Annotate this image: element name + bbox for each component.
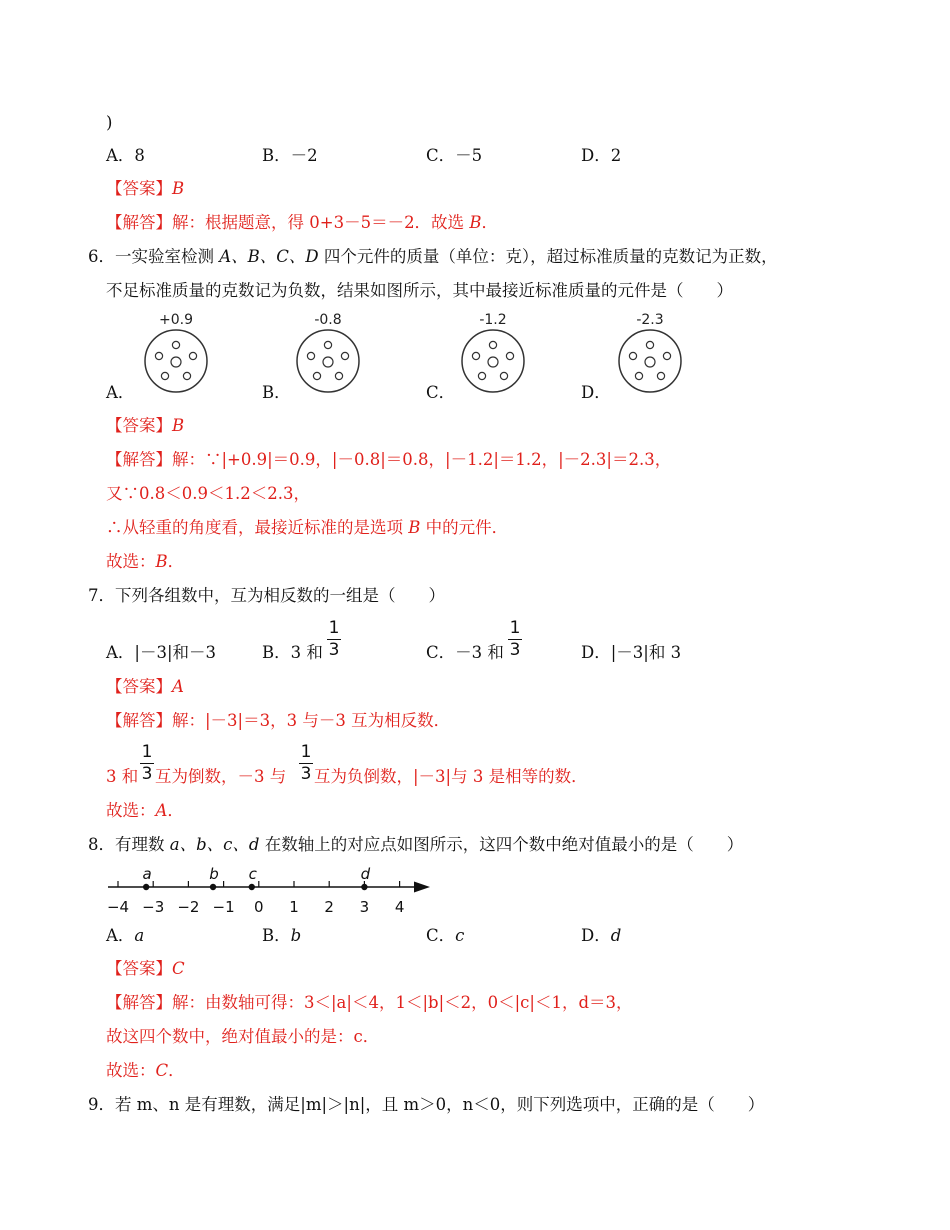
- number-line-tick-label: −3: [142, 898, 165, 916]
- q6-component-c-icon: [458, 328, 528, 394]
- number-line-point-label-d: d: [360, 865, 371, 883]
- q6-component-a-value: +0.9: [159, 312, 193, 328]
- q8-analysis-line2: 故这四个数中，绝对值最小的是：c．: [106, 1027, 380, 1046]
- q8-analysis-line3: 故选：C．: [106, 1061, 185, 1080]
- q6-component-a-icon: [141, 328, 211, 394]
- number-line-tick-label: 1: [289, 898, 299, 916]
- number-line-tick-label: 2: [324, 898, 334, 916]
- q5-option-c: C．－5: [426, 146, 483, 165]
- q8-stem: 8．有理数 a、b、c、d 在数轴上的对应点如图所示，这四个数中绝对值最小的是（ ）: [88, 835, 744, 854]
- number-line-point-label-c: c: [248, 865, 257, 883]
- number-line-point-c: [249, 884, 255, 890]
- q6-stem-line1: 6．一实验室检测 A、B、C、D 四个元件的质量（单位：克），超过标准质量的克数记为正数，: [88, 247, 778, 266]
- q9-stem: 9．若 m、n 是有理数，满足|m|＞|n|，且 m＞0，n＜0，则下列选项中，正确的是（ ）: [88, 1095, 765, 1114]
- q6-option-c: C．: [426, 383, 456, 402]
- q6-analysis-line1: 【解答】解：∵|+0.9|＝0.9，|－0.8|＝0.8，|－1.2|＝1.2，|－2.3|＝2.3，: [106, 450, 672, 469]
- q5-option-d: D．2: [581, 146, 622, 165]
- q7-analysis-line3: 故选：A．: [106, 801, 184, 820]
- q6-stem-line2: 不足标准质量的克数记为负数，结果如图所示，其中最接近标准质量的元件是（ ）: [106, 281, 733, 300]
- q7-option-b: B．3 和: [262, 643, 323, 662]
- q6-option-d: D．: [581, 383, 611, 402]
- q5-option-a: A．8: [106, 146, 145, 165]
- number-line-arrow: [414, 882, 430, 893]
- q6-option-a: A．: [106, 383, 135, 402]
- q6-answer: 【答案】B: [106, 416, 185, 435]
- q7-stem: 7．下列各组数中，互为相反数的一组是（ ）: [88, 586, 445, 605]
- q7-analysis-line2c: 互为负倒数，|－3|与 3 是相等的数．: [314, 767, 588, 786]
- q6-component-b-value: -0.8: [314, 312, 342, 328]
- q8-analysis-line1: 【解答】解：由数轴可得：3＜|a|＜4，1＜|b|＜2，0＜|c|＜1，d＝3，: [106, 993, 633, 1012]
- q6-analysis-line2: 又∵0.8＜0.9＜1.2＜2.3，: [106, 484, 310, 503]
- number-line-point-label-a: a: [142, 865, 152, 883]
- q6-analysis-line4: 故选：B．: [106, 552, 185, 571]
- q7-analysis-line2a: 3 和: [106, 767, 139, 786]
- q8-option-d: D．d: [581, 926, 622, 945]
- q7-option-b-fraction: 1 3: [328, 618, 340, 660]
- q5-answer: 【答案】B: [106, 179, 185, 198]
- q5-analysis: 【解答】解：根据题意，得 0+3－5＝－2．故选 B．: [106, 213, 498, 232]
- q6-component-b-icon: [293, 328, 363, 394]
- q8-answer: 【答案】C: [106, 959, 185, 978]
- q8-option-c: C．c: [426, 926, 465, 945]
- q6-option-b: B．: [262, 383, 291, 402]
- number-line-tick-label: −1: [212, 898, 235, 916]
- number-line-point-label-b: b: [209, 865, 219, 883]
- q7-analysis-fraction-1: 1 3: [141, 742, 153, 784]
- q7-option-d: D．|－3|和 3: [581, 643, 682, 662]
- q8-option-b: B．b: [262, 926, 302, 945]
- number-line-tick-label: −4: [106, 898, 130, 916]
- q6-component-c-value: -1.2: [479, 312, 507, 328]
- number-line-tick-label: 4: [394, 898, 405, 916]
- q6-component-d-value: -2.3: [636, 312, 664, 328]
- number-line-point-d: [361, 884, 367, 890]
- q7-analysis-line2b: 互为倒数，－3 与: [155, 767, 287, 786]
- number-line-tick-label: −2: [177, 898, 200, 916]
- q7-analysis-fraction-2: 1 3: [300, 742, 312, 784]
- q7-option-a: A．|－3|和－3: [106, 643, 217, 662]
- q6-component-d-icon: [615, 328, 685, 394]
- q5-tail: ): [106, 113, 113, 132]
- q7-analysis-line1: 【解答】解：|－3|＝3，3 与－3 互为相反数．: [106, 711, 451, 730]
- q7-answer: 【答案】A: [106, 677, 184, 696]
- number-line-point-a: [143, 884, 149, 890]
- q7-option-c: C．－3 和: [426, 643, 504, 662]
- q8-option-a: A．a: [106, 926, 145, 945]
- number-line-tick-label: 3: [359, 898, 370, 916]
- q8-number-line: [100, 862, 440, 918]
- q5-option-b: B．－2: [262, 146, 318, 165]
- q6-analysis-line3: ∴从轻重的角度看，最接近标准的是选项 B 中的元件．: [106, 518, 509, 537]
- q7-option-c-fraction: 1 3: [509, 618, 521, 660]
- number-line-point-b: [210, 884, 216, 890]
- number-line-tick-label: 0: [254, 898, 264, 916]
